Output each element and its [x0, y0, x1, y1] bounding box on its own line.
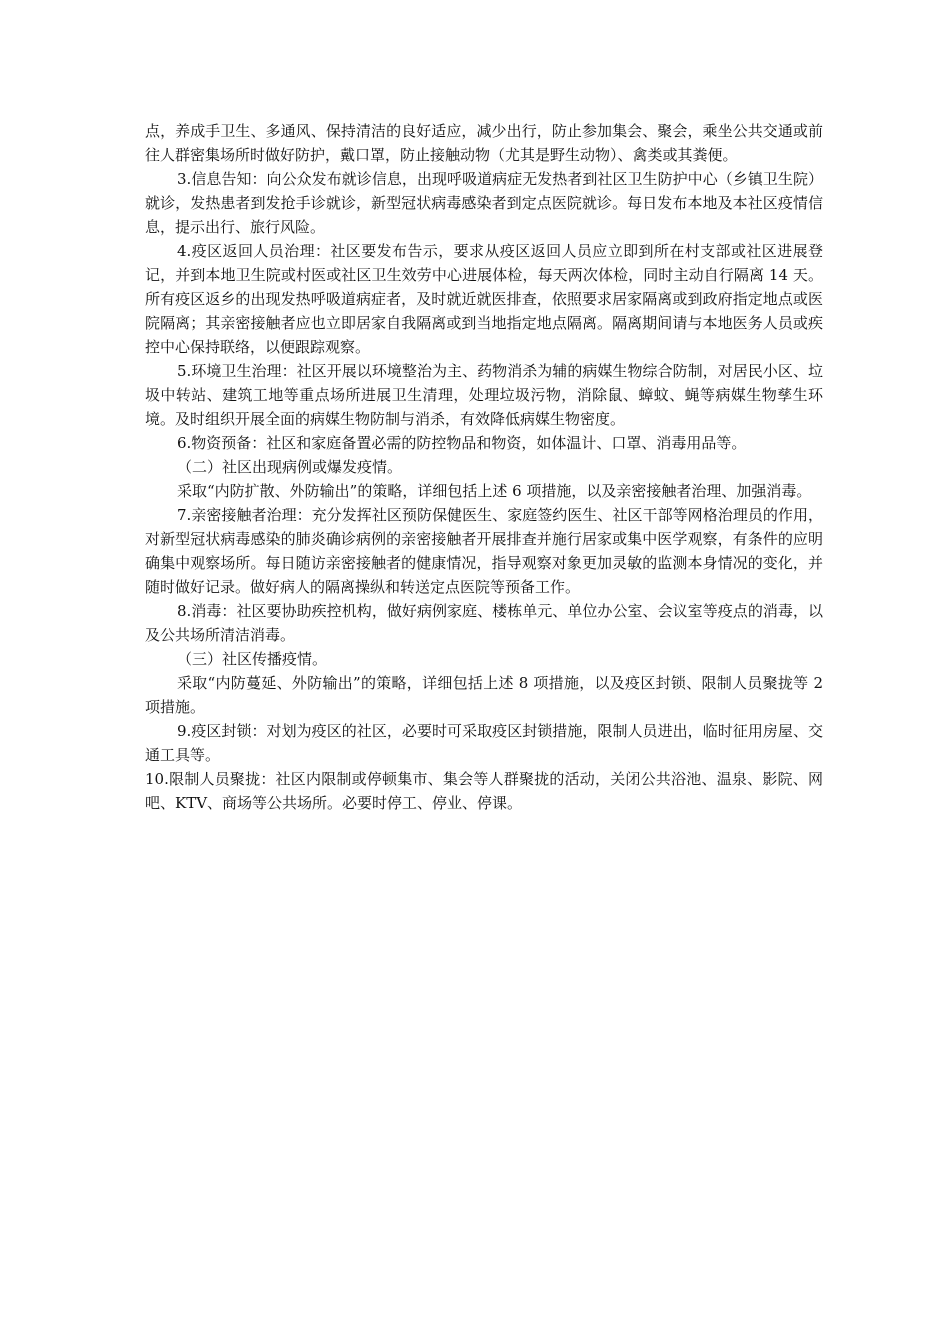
paragraph-gathering-restrictions: 10.限制人员聚拢：社区内限制或停顿集市、集会等人群聚拢的活动，关闭公共浴池、温泉、影院、网吧、KTV、商场等公共场所。必要时停工、停业、停课。	[145, 770, 823, 812]
paragraph-outbreak-strategy: 采取“内防扩散、外防输出”的策略，详细包括上述 6 项措施，以及亲密接触者治理、加强消毒。	[177, 482, 812, 500]
paragraph-close-contacts: 7.亲密接触者治理：充分发挥社区预防保健医生、家庭签约医生、社区干部等网格治理员的作用，对新型冠状病毒感染的肺炎确诊病例的亲密接触者开展排查并施行居家或集中医学观察，有条件的应明确集中观察场所。每日随访亲密接触者的健康情况，指导观察对象更加灵敏的监测本身情况的变化，并随时做好记录。做好病人的隔离操纵和转送定点医院等预备工作。	[145, 506, 823, 596]
paragraph-disinfection: 8.消毒：社区要协助疾控机构，做好病例家庭、楼栋单元、单位办公室、会议室等疫点的消毒，以及公共场所清洁消毒。	[145, 602, 823, 644]
document-page	[145, 119, 823, 815]
paragraph-returnee-management: 4.疫区返回人员治理：社区要发布告示，要求从疫区返回人员应立即到所在村支部或社区进展登记，并到本地卫生院或村医或社区卫生效劳中心进展体检，每天两次体检，同时主动自行隔离 14 天。所有疫区返乡的出现发热呼吸道病症者，及时就近就医排查，依照要求居家隔离或到政府指定地点或医院隔离；其亲密接触者应也立即居家自我隔离或到当地指定地点隔离。隔离期间请与本地医务人员或疾控中心保持联络，以便跟踪观察。	[145, 242, 823, 356]
paragraph-hygiene-continued: 点，养成手卫生、多通风、保持清洁的良好适应，减少出行，防止参加集会、聚会，乘坐公共交通或前往人群密集场所时做好防护，戴口罩，防止接触动物（尤其是野生动物）、禽类或其粪便。	[145, 122, 823, 164]
paragraph-lockdown: 9.疫区封锁：对划为疫区的社区，必要时可采取疫区封锁措施，限制人员进出，临时征用房屋、交通工具等。	[145, 722, 823, 764]
section-heading-outbreak: （二）社区出现病例或爆发疫情。	[177, 458, 403, 476]
section-heading-community-spread: （三）社区传播疫情。	[177, 650, 328, 668]
paragraph-supplies: 6.物资预备：社区和家庭备置必需的防控物品和物资，如体温计、口罩、消毒用品等。	[177, 434, 747, 452]
paragraph-environment-hygiene: 5.环境卫生治理：社区开展以环境整治为主、药物消杀为辅的病媒生物综合防制，对居民小区、垃圾中转站、建筑工地等重点场所进展卫生清理，处理垃圾污物，消除鼠、蟑蚊、蝇等病媒生物孳生环境。及时组织开展全面的病媒生物防制与消杀，有效降低病媒生物密度。	[145, 362, 823, 428]
paragraph-spread-strategy: 采取“内防蔓延、外防输出”的策略，详细包括上述 8 项措施，以及疫区封锁、限制人员聚拢等 2 项措施。	[145, 674, 823, 716]
paragraph-information-notice: 3.信息告知：向公众发布就诊信息，出现呼吸道病症无发热者到社区卫生防护中心（乡镇卫生院）就诊，发热患者到发抢手诊就诊，新型冠状病毒感染者到定点医院就诊。每日发布本地及本社区疫情信息，提示出行、旅行风险。	[145, 170, 823, 236]
